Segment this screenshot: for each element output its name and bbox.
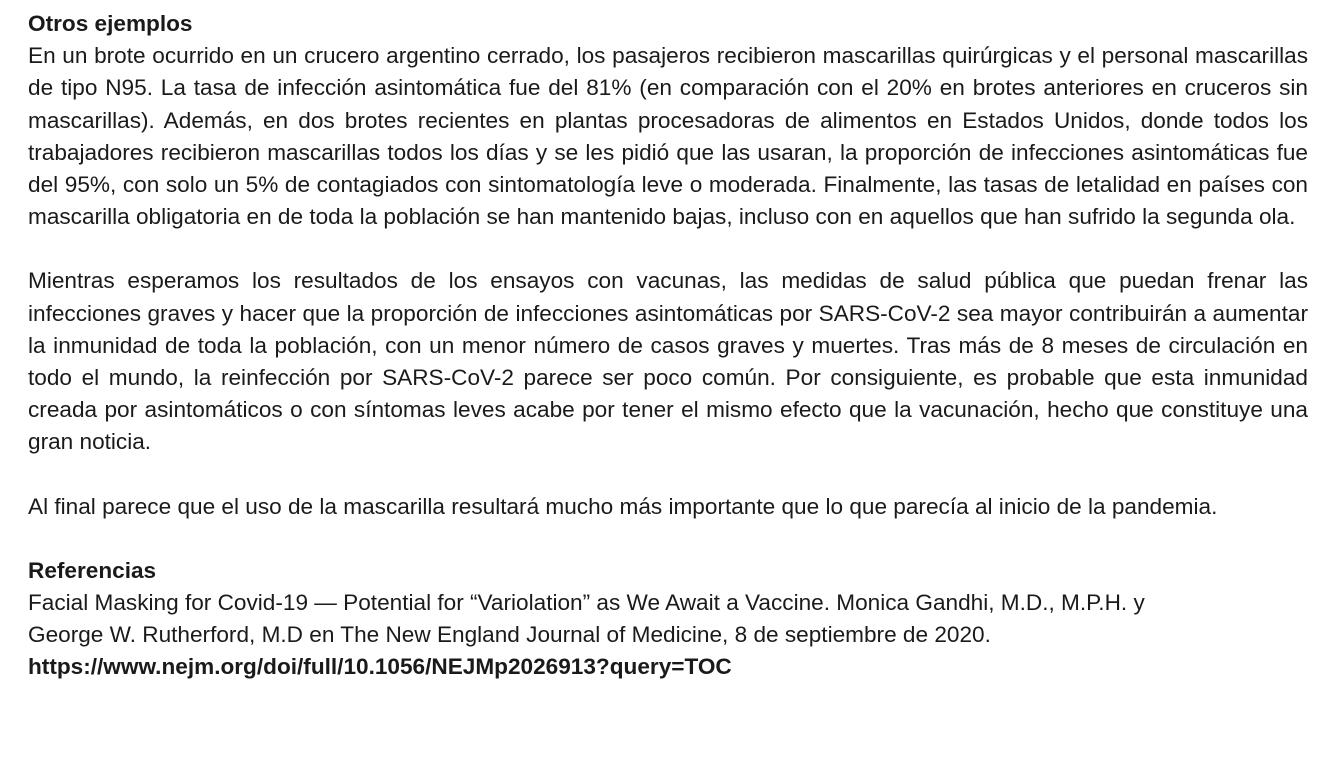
article-body xyxy=(28,8,1308,684)
reference-citation-line-1: Facial Masking for Covid-19 — Potential for “Variolation” as We Await a Vaccine. Monica Gandhi, M.D., M.P.H. y xyxy=(28,590,1145,616)
paragraph-spacer xyxy=(28,459,1308,491)
paragraph-spacer xyxy=(28,233,1308,265)
paragraph-conclusion: Al final parece que el uso de la mascarilla resultará mucho más importante que lo que parecía al inicio de la pandemia. xyxy=(28,493,1218,519)
paragraph-vacunas: Mientras esperamos los resultados de los ensayos con vacunas, las medidas de salud pública que puedan frenar las infecciones graves y hacer que la proporción de infecciones asintomáticas por SARS-CoV-2 sea mayor contribuirán a aumentar la inmunidad de toda la población, con un menor número de casos graves y muertes. Tras más de 8 meses de circulación en todo el mundo, la reinfección por SARS-CoV-2 parece ser poco común. Por consiguiente, es probable que esta inmunidad creada por asintomáticos o con síntomas leves acabe por tener el mismo efecto que la vacunación, hecho que constituye una gran noticia. xyxy=(28,268,1308,455)
section-heading-referencias: Referencias xyxy=(28,557,157,583)
section-heading-otros-ejemplos: Otros ejemplos xyxy=(28,11,193,36)
reference-citation-line-2: George W. Rutherford, M.D en The New England Journal of Medicine, 8 de septiembre de 2020. xyxy=(28,622,991,648)
paragraph-otros-ejemplos: En un brote ocurrido en un crucero argentino cerrado, los pasajeros recibieron mascarillas quirúrgicas y el personal mascarillas de tipo N95. La tasa de infección asintomática fue del 81% (en comparación con el 20% en brotes anteriores en cruceros sin mascarillas). Además, en dos brotes recientes en plantas procesadoras de alimentos en Estados Unidos, donde todos los trabajadores recibieron mascarillas todos los días y se les pidió que las usaran, la proporción de infecciones asintomáticas fue del 95%, con solo un 5% de contagiados con sintomatología leve o moderada. Finalmente, las tasas de letalidad en países con mascarilla obligatoria en de toda la población se han mantenido bajas, incluso con en aquellos que han sufrido la segunda ola. xyxy=(28,43,1308,230)
paragraph-spacer xyxy=(28,523,1308,555)
reference-url-link[interactable]: https://www.nejm.org/doi/full/10.1056/NEJMp2026913?query=TOC xyxy=(28,654,732,680)
